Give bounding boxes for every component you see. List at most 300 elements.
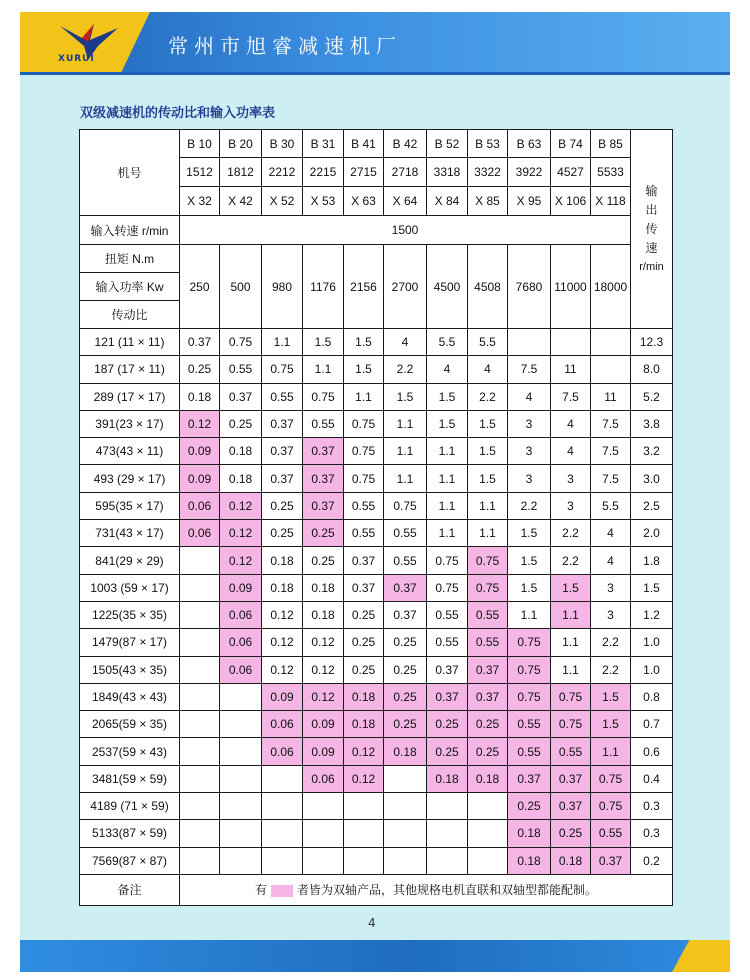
- power-cell: 0.25: [468, 738, 508, 765]
- input-speed-row: [80, 216, 673, 245]
- power-cell: [427, 847, 468, 874]
- power-cell: [384, 765, 427, 792]
- power-cell: 0.12: [303, 683, 344, 710]
- output-speed-cell: 2.5: [631, 492, 673, 519]
- power-cell: [344, 847, 384, 874]
- power-cell: 0.25: [508, 793, 551, 820]
- power-cell: 0.25: [180, 356, 220, 383]
- output-speed-cell: 3.2: [631, 438, 673, 465]
- power-cell: 1.1: [384, 410, 427, 437]
- model-code: 2715: [344, 158, 384, 187]
- output-speed-cell: 12.3: [631, 329, 673, 356]
- page-header: [20, 12, 730, 72]
- power-cell: [508, 329, 551, 356]
- table-row: [80, 711, 673, 738]
- torque-value: 4508: [468, 245, 508, 329]
- table-title: 双级减速机的传动比和输入功率表: [80, 106, 276, 121]
- note-prefix: 有: [254, 883, 267, 898]
- model-code: B 63: [508, 130, 551, 158]
- model-code: X 42: [220, 187, 262, 216]
- power-cell: 0.25: [344, 601, 384, 628]
- power-cell: 1.5: [384, 383, 427, 410]
- power-cell: 0.55: [551, 738, 591, 765]
- power-cell: 1.1: [427, 520, 468, 547]
- power-cell: [551, 329, 591, 356]
- power-cell: 0.06: [180, 520, 220, 547]
- torque-value: 18000: [591, 245, 631, 329]
- power-cell: 0.09: [180, 465, 220, 492]
- power-cell: 2.2: [384, 356, 427, 383]
- table-row: [80, 574, 673, 601]
- power-cell: 1.1: [468, 520, 508, 547]
- ratio-cell: 289 (17 × 17): [80, 383, 180, 410]
- power-cell: 0.75: [468, 574, 508, 601]
- torque-value: 500: [220, 245, 262, 329]
- model-code: 2718: [384, 158, 427, 187]
- model-code: B 30: [262, 130, 303, 158]
- power-cell: 0.37: [303, 438, 344, 465]
- torque-value: 11000: [551, 245, 591, 329]
- power-cell: 0.37: [508, 765, 551, 792]
- power-cell: 0.09: [303, 738, 344, 765]
- power-cell: 0.18: [303, 574, 344, 601]
- power-cell: 1.5: [344, 329, 384, 356]
- model-code: X 52: [262, 187, 303, 216]
- table-row: [80, 601, 673, 628]
- ratio-cell: 1003 (59 × 17): [80, 574, 180, 601]
- power-cell: 0.25: [384, 629, 427, 656]
- power-cell: 0.55: [508, 711, 551, 738]
- ratio-cell: 2537(59 × 43): [80, 738, 180, 765]
- power-cell: 2.2: [508, 492, 551, 519]
- power-cell: 11: [551, 356, 591, 383]
- power-cell: 3: [508, 410, 551, 437]
- ratio-cell: 121 (11 × 11): [80, 329, 180, 356]
- power-cell: 0.55: [384, 520, 427, 547]
- power-cell: 0.55: [262, 383, 303, 410]
- power-cell: [180, 847, 220, 874]
- model-code: X 95: [508, 187, 551, 216]
- torque-value: 250: [180, 245, 220, 329]
- power-cell: 7.5: [508, 356, 551, 383]
- power-cell: 0.75: [344, 465, 384, 492]
- power-cell: 0.55: [384, 547, 427, 574]
- power-cell: 0.12: [262, 601, 303, 628]
- power-cell: 2.2: [551, 547, 591, 574]
- output-speed-cell: 0.7: [631, 711, 673, 738]
- power-cell: [220, 793, 262, 820]
- ratio-cell: 493 (29 × 17): [80, 465, 180, 492]
- power-cell: [468, 847, 508, 874]
- power-cell: 0.55: [220, 356, 262, 383]
- pink-legend-swatch: [271, 885, 293, 897]
- power-cell: 0.25: [384, 656, 427, 683]
- power-cell: [220, 765, 262, 792]
- power-cell: 1.1: [551, 629, 591, 656]
- power-cell: 0.18: [384, 738, 427, 765]
- power-cell: 0.55: [468, 601, 508, 628]
- power-cell: 0.12: [180, 410, 220, 437]
- power-cell: [180, 738, 220, 765]
- power-cell: [180, 601, 220, 628]
- torque-value: 1176: [303, 245, 344, 329]
- table-row: [80, 520, 673, 547]
- output-speed-cell: 0.4: [631, 765, 673, 792]
- power-cell: 1.1: [427, 465, 468, 492]
- power-cell: [220, 711, 262, 738]
- power-cell: 0.06: [262, 711, 303, 738]
- power-cell: 5.5: [427, 329, 468, 356]
- power-cell: 0.37: [344, 547, 384, 574]
- power-cell: 4: [384, 329, 427, 356]
- power-cell: 0.18: [262, 574, 303, 601]
- power-cell: 0.09: [303, 711, 344, 738]
- power-cell: 5.5: [468, 329, 508, 356]
- power-cell: 0.75: [508, 683, 551, 710]
- power-cell: 7.5: [591, 465, 631, 492]
- output-speed-cell: 3.0: [631, 465, 673, 492]
- model-code: X 84: [427, 187, 468, 216]
- power-cell: 1.5: [468, 465, 508, 492]
- power-cell: 0.37: [551, 793, 591, 820]
- power-cell: 1.1: [508, 601, 551, 628]
- power-cell: 1.5: [508, 574, 551, 601]
- power-cell: 0.37: [262, 438, 303, 465]
- power-cell: 1.5: [591, 711, 631, 738]
- power-cell: 1.5: [508, 520, 551, 547]
- power-cell: [591, 356, 631, 383]
- power-cell: 0.12: [344, 738, 384, 765]
- power-cell: 0.55: [427, 629, 468, 656]
- power-cell: 5.5: [591, 492, 631, 519]
- power-cell: 4: [508, 383, 551, 410]
- table-row: [80, 410, 673, 437]
- power-cell: 1.1: [427, 492, 468, 519]
- note-text: [180, 874, 673, 905]
- power-cell: 0.55: [427, 601, 468, 628]
- power-cell: 2.2: [591, 629, 631, 656]
- power-cell: [468, 793, 508, 820]
- input-speed-value: 1500: [180, 216, 631, 245]
- model-code: B 41: [344, 130, 384, 158]
- power-cell: 4: [591, 547, 631, 574]
- table-row: [80, 438, 673, 465]
- power-cell: [262, 793, 303, 820]
- power-cell: 0.55: [344, 492, 384, 519]
- model-label: 机号: [80, 130, 180, 216]
- ratio-label: 传动比: [80, 301, 180, 329]
- power-cell: 0.75: [427, 547, 468, 574]
- power-cell: 0.12: [303, 656, 344, 683]
- footer-yellow-band: [672, 940, 730, 972]
- power-cell: 0.75: [303, 383, 344, 410]
- output-speed-cell: 0.2: [631, 847, 673, 874]
- note-suffix: 者皆为双轴产品，其他规格电机直联和双轴型都能配制。: [297, 883, 598, 898]
- output-speed-cell: 1.2: [631, 601, 673, 628]
- power-cell: [303, 847, 344, 874]
- power-cell: [180, 547, 220, 574]
- power-cell: 0.06: [180, 492, 220, 519]
- power-cell: 1.1: [262, 329, 303, 356]
- model-code: 2215: [303, 158, 344, 187]
- table-row: [80, 683, 673, 710]
- power-cell: 1.5: [427, 410, 468, 437]
- power-cell: 1.1: [303, 356, 344, 383]
- power-cell: 1.5: [344, 356, 384, 383]
- power-cell: 1.1: [344, 383, 384, 410]
- power-cell: 1.1: [384, 465, 427, 492]
- power-cell: [220, 820, 262, 847]
- model-code: B 52: [427, 130, 468, 158]
- power-cell: 0.37: [303, 465, 344, 492]
- power-cell: 1.1: [591, 738, 631, 765]
- power-cell: 2.2: [591, 656, 631, 683]
- power-cell: 1.1: [468, 492, 508, 519]
- power-cell: 0.75: [508, 629, 551, 656]
- power-cell: 0.18: [344, 711, 384, 738]
- torque-value: 2156: [344, 245, 384, 329]
- model-code: B 53: [468, 130, 508, 158]
- power-cell: 3: [551, 492, 591, 519]
- power-cell: 0.75: [591, 793, 631, 820]
- power-cell: 7.5: [591, 438, 631, 465]
- power-cell: 0.09: [220, 574, 262, 601]
- input-power-label: 输入功率 Kw: [80, 273, 180, 301]
- power-cell: 0.06: [220, 629, 262, 656]
- power-cell: 2.2: [468, 383, 508, 410]
- power-cell: [427, 820, 468, 847]
- power-cell: 0.55: [344, 520, 384, 547]
- power-cell: 4: [551, 410, 591, 437]
- power-cell: 0.12: [220, 547, 262, 574]
- power-cell: 1.5: [468, 438, 508, 465]
- ratio-cell: 841(29 × 29): [80, 547, 180, 574]
- power-cell: 0.12: [262, 629, 303, 656]
- power-cell: 0.25: [262, 492, 303, 519]
- power-cell: 1.1: [551, 656, 591, 683]
- power-cell: 0.12: [262, 656, 303, 683]
- power-cell: 0.18: [427, 765, 468, 792]
- table-row: [80, 465, 673, 492]
- output-speed-cell: 1.0: [631, 656, 673, 683]
- ratio-cell: 595(35 × 17): [80, 492, 180, 519]
- power-cell: 0.18: [220, 465, 262, 492]
- power-cell: 7.5: [591, 410, 631, 437]
- power-cell: [180, 793, 220, 820]
- power-cell: 0.18: [220, 438, 262, 465]
- output-speed-cell: 8.0: [631, 356, 673, 383]
- power-cell: 0.25: [344, 656, 384, 683]
- torque-value: 980: [262, 245, 303, 329]
- power-cell: 3: [508, 465, 551, 492]
- power-cell: 0.37: [591, 847, 631, 874]
- power-cell: 0.75: [220, 329, 262, 356]
- ratio-cell: 473(43 × 11): [80, 438, 180, 465]
- power-cell: 2.2: [551, 520, 591, 547]
- power-cell: 0.25: [220, 410, 262, 437]
- power-cell: 0.37: [551, 765, 591, 792]
- power-cell: 0.25: [427, 711, 468, 738]
- power-cell: [303, 793, 344, 820]
- input-speed-label: 输入转速 r/min: [80, 216, 180, 245]
- note-row: [80, 874, 673, 905]
- model-code: B 31: [303, 130, 344, 158]
- torque-value: 4500: [427, 245, 468, 329]
- model-code: 2212: [262, 158, 303, 187]
- power-cell: 0.06: [303, 765, 344, 792]
- power-cell: 0.25: [468, 711, 508, 738]
- ratio-cell: 187 (17 × 11): [80, 356, 180, 383]
- page-footer: [20, 940, 730, 972]
- model-code: X 32: [180, 187, 220, 216]
- table-row: [80, 329, 673, 356]
- power-cell: 1.5: [468, 410, 508, 437]
- power-cell: 0.18: [303, 601, 344, 628]
- power-cell: 3: [551, 465, 591, 492]
- table-row: [80, 629, 673, 656]
- power-cell: 0.37: [180, 329, 220, 356]
- power-cell: [180, 765, 220, 792]
- power-cell: [262, 765, 303, 792]
- power-cell: [180, 820, 220, 847]
- power-cell: 0.75: [344, 438, 384, 465]
- output-speed-cell: 0.8: [631, 683, 673, 710]
- power-cell: 0.18: [262, 547, 303, 574]
- model-code: X 106: [551, 187, 591, 216]
- output-speed-cell: 1.0: [631, 629, 673, 656]
- power-cell: [262, 847, 303, 874]
- power-cell: [384, 793, 427, 820]
- model-code: 5533: [591, 158, 631, 187]
- power-cell: 0.75: [551, 683, 591, 710]
- ratio-cell: 7569(87 × 87): [80, 847, 180, 874]
- power-cell: 0.55: [468, 629, 508, 656]
- power-cell: 0.18: [180, 383, 220, 410]
- power-cell: 0.37: [468, 683, 508, 710]
- model-code: X 118: [591, 187, 631, 216]
- power-cell: 0.55: [508, 738, 551, 765]
- power-cell: 0.12: [303, 629, 344, 656]
- power-cell: 4: [468, 356, 508, 383]
- power-cell: 0.37: [220, 383, 262, 410]
- power-cell: 4: [591, 520, 631, 547]
- power-cell: [468, 820, 508, 847]
- power-cell: [344, 793, 384, 820]
- power-cell: 0.37: [468, 656, 508, 683]
- power-cell: 0.75: [551, 711, 591, 738]
- power-cell: 0.55: [303, 410, 344, 437]
- logo-wordmark: XURUI: [58, 54, 95, 64]
- table-row: [80, 738, 673, 765]
- power-cell: 3: [591, 574, 631, 601]
- ratio-cell: 1225(35 × 35): [80, 601, 180, 628]
- ratio-power-table: [79, 129, 673, 906]
- note-label: 备注: [80, 874, 180, 905]
- ratio-cell: 3481(59 × 59): [80, 765, 180, 792]
- model-code: B 10: [180, 130, 220, 158]
- power-cell: 0.12: [220, 520, 262, 547]
- table-row: [80, 547, 673, 574]
- power-cell: 1.1: [384, 438, 427, 465]
- power-cell: [384, 820, 427, 847]
- power-cell: [384, 847, 427, 874]
- power-cell: [591, 329, 631, 356]
- power-cell: 0.25: [427, 738, 468, 765]
- power-cell: 0.18: [551, 847, 591, 874]
- torque-value: 2700: [384, 245, 427, 329]
- model-row: [80, 130, 673, 158]
- model-code: 3322: [468, 158, 508, 187]
- power-cell: 3: [591, 601, 631, 628]
- page-number: 4: [368, 916, 376, 930]
- power-cell: 0.09: [262, 683, 303, 710]
- power-cell: [344, 820, 384, 847]
- power-cell: 1.5: [591, 683, 631, 710]
- power-cell: 0.12: [220, 492, 262, 519]
- ratio-cell: 4189 (71 × 59): [80, 793, 180, 820]
- output-speed-cell: 1.5: [631, 574, 673, 601]
- power-cell: 0.55: [591, 820, 631, 847]
- power-cell: 0.37: [262, 465, 303, 492]
- ratio-cell: 1849(43 × 43): [80, 683, 180, 710]
- power-cell: [262, 820, 303, 847]
- output-speed-cell: 3.8: [631, 410, 673, 437]
- output-speed-cell: 2.0: [631, 520, 673, 547]
- power-cell: 0.25: [384, 683, 427, 710]
- table-row: [80, 356, 673, 383]
- power-cell: [427, 793, 468, 820]
- power-cell: 0.25: [551, 820, 591, 847]
- power-cell: 0.25: [303, 520, 344, 547]
- table-row: [80, 847, 673, 874]
- output-speed-cell: 5.2: [631, 383, 673, 410]
- power-cell: 1.1: [427, 438, 468, 465]
- power-cell: [180, 683, 220, 710]
- model-code: X 53: [303, 187, 344, 216]
- power-cell: 0.25: [303, 547, 344, 574]
- power-cell: 1.5: [303, 329, 344, 356]
- power-cell: 0.12: [344, 765, 384, 792]
- ratio-cell: 731(43 × 17): [80, 520, 180, 547]
- power-cell: 0.75: [508, 656, 551, 683]
- power-cell: 0.25: [344, 629, 384, 656]
- table-row: [80, 383, 673, 410]
- power-cell: 0.25: [262, 520, 303, 547]
- model-code: 1812: [220, 158, 262, 187]
- output-speed-cell: 0.3: [631, 820, 673, 847]
- power-cell: 0.75: [384, 492, 427, 519]
- model-code: 3922: [508, 158, 551, 187]
- power-cell: 0.37: [384, 574, 427, 601]
- output-speed-header: 输 出 传 速 r/min: [631, 130, 673, 329]
- output-speed-cell: 0.3: [631, 793, 673, 820]
- ratio-cell: 2065(59 × 35): [80, 711, 180, 738]
- power-cell: 0.75: [344, 410, 384, 437]
- power-cell: 0.18: [344, 683, 384, 710]
- torque-row: [80, 245, 673, 273]
- power-cell: 0.09: [180, 438, 220, 465]
- power-cell: 1.5: [508, 547, 551, 574]
- ratio-cell: 1479(87 × 17): [80, 629, 180, 656]
- power-cell: 4: [551, 438, 591, 465]
- torque-value: 7680: [508, 245, 551, 329]
- catalog-page: [20, 12, 730, 972]
- power-cell: 0.75: [427, 574, 468, 601]
- table-row: [80, 765, 673, 792]
- table-row: [80, 793, 673, 820]
- model-code: 1512: [180, 158, 220, 187]
- output-speed-cell: 1.8: [631, 547, 673, 574]
